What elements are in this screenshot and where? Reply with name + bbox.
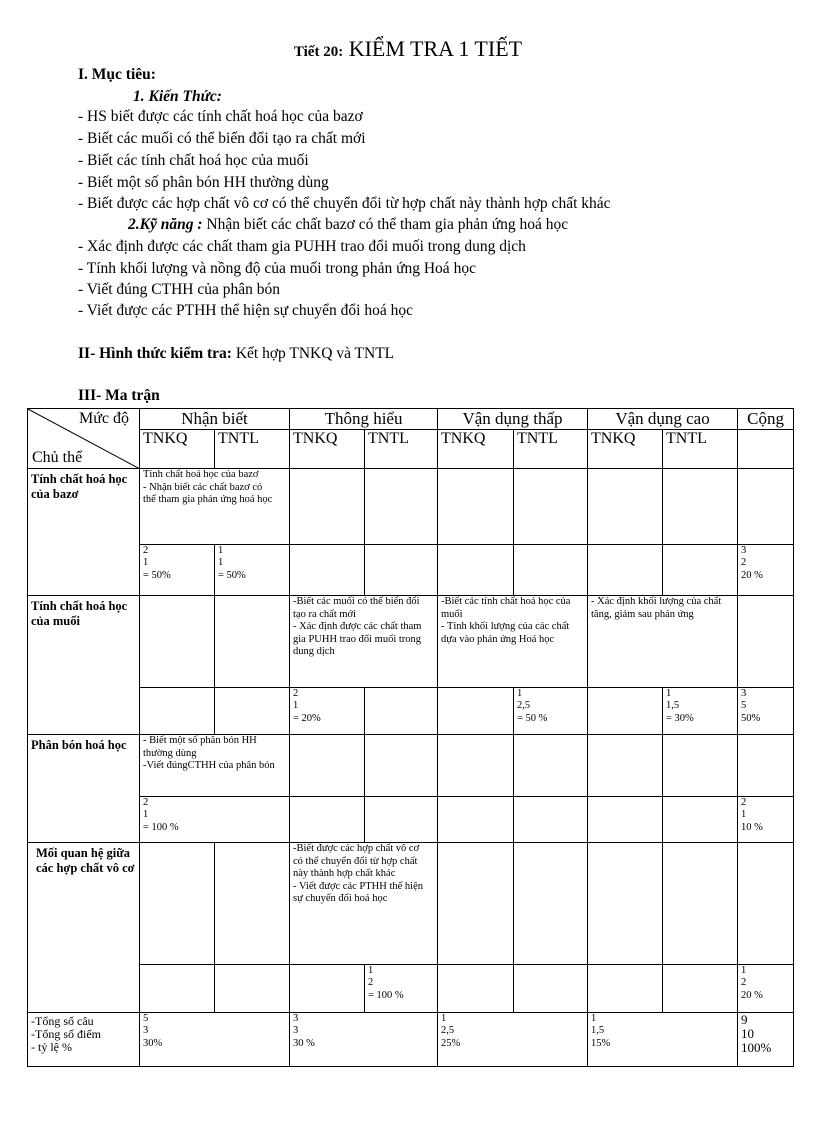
desc-cell: - Xác định khối lượng của chất tăng, giảm sau phản ứng [588, 596, 738, 688]
empty-cell [588, 469, 663, 545]
empty-cell [140, 596, 215, 688]
empty-cell [365, 735, 438, 797]
skills-heading: 2.Kỹ năng : [128, 216, 203, 233]
empty-cell [365, 545, 438, 596]
corner-cell [28, 409, 140, 469]
table-row [28, 688, 794, 735]
sum-cell: 2 1 10 % [738, 797, 794, 843]
sub-tnkq: TNKQ [438, 430, 514, 469]
knowledge-item: - HS biết được các tính chất hoá học của bazơ [78, 108, 363, 125]
title-main: KIỂM TRA 1 TIẾT [348, 36, 523, 61]
score-cell: 2 1 = 20% [290, 688, 365, 735]
empty-cell [738, 735, 794, 797]
empty-cell [365, 688, 438, 735]
skill-item: - Viết đúng CTHH của phân bón [78, 281, 280, 298]
empty-cell [438, 843, 514, 965]
skills-text: Nhận biết các chất bazơ có thể tham gia phản ứng hoá học [202, 216, 569, 233]
empty-cell [215, 688, 290, 735]
level-header-row [28, 409, 794, 430]
title-prefix: Tiết 20: [293, 44, 344, 60]
empty-cell [514, 843, 588, 965]
sub-tnkq: TNKQ [588, 430, 663, 469]
empty-cell [365, 797, 438, 843]
empty-cell [290, 545, 365, 596]
score-cell: 2 1 = 50% [140, 545, 215, 596]
empty-cell [663, 843, 738, 965]
sub-tntl: TNTL [514, 430, 588, 469]
desc-cell: -Biết các tính chất hoá học của muối - Tính khối lượng của các chất dựa vào phản ứng Hoá học [438, 596, 588, 688]
empty-cell [514, 735, 588, 797]
level-nhan-biet: Nhận biết [140, 409, 290, 430]
form-text: Kết hợp TNKQ và TNTL [231, 345, 395, 362]
total-cell: 5 3 30% [140, 1013, 290, 1067]
empty-cell [438, 469, 514, 545]
empty-cell [438, 797, 514, 843]
desc-cell: -Biết các muối có thể biến đổi tạo ra chất mới - Xác định được các chất tham gia PUHH trao đổi muối trong dung dịch [290, 596, 438, 688]
knowledge-item: - Biết một số phân bón HH thường dùng [78, 174, 329, 191]
empty-cell [588, 735, 663, 797]
empty-cell [588, 797, 663, 843]
table-row [28, 797, 794, 843]
total-cell: 1 1,5 15% [588, 1013, 738, 1067]
corner-topic-label: Chủ thể [32, 449, 83, 466]
knowledge-item: - Biết được các hợp chất vô cơ có thể chuyển đổi từ hợp chất này thành hợp chất khác [78, 195, 611, 212]
empty-cell [514, 797, 588, 843]
sub-tntl: TNTL [365, 430, 438, 469]
totals-row [28, 1013, 794, 1067]
empty-cell [663, 469, 738, 545]
empty-cell [140, 965, 215, 1013]
topic-bazo: Tính chất hoá học của bazơ [28, 469, 140, 596]
empty-cell [215, 596, 290, 688]
level-van-dung-thap: Vận dụng thấp [438, 409, 588, 430]
level-van-dung-cao: Vận dụng cao [588, 409, 738, 430]
empty-cell [140, 688, 215, 735]
empty-cell [438, 545, 514, 596]
score-cell: 1 2 = 100 % [365, 965, 438, 1013]
skill-item: - Tính khối lượng và nồng độ của muối trong phản ứng Hoá học [78, 260, 476, 277]
sub-tnkq: TNKQ [290, 430, 365, 469]
skill-item: - Xác định được các chất tham gia PUHH trao đổi muối trong dung dịch [78, 238, 526, 255]
table-row [28, 545, 794, 596]
desc-cell: Tính chất hoá học của bazơ - Nhận biết các chất bazơ có thể tham gia phản ứng hoá học [140, 469, 290, 545]
empty-cell [290, 797, 365, 843]
empty-cell [738, 596, 794, 688]
empty-cell [290, 735, 365, 797]
corner-level-label: Mức độ [79, 410, 129, 427]
objectives-heading: I. Mục tiêu: [78, 66, 156, 83]
sum-cell: 3 2 20 % [738, 545, 794, 596]
score-cell: 2 1 = 100 % [140, 797, 290, 843]
empty-cell [514, 545, 588, 596]
table-row [28, 965, 794, 1013]
empty-cell [514, 965, 588, 1013]
topic-phan-bon: Phân bón hoá học [28, 735, 140, 843]
score-cell: 1 1 = 50% [215, 545, 290, 596]
level-cong: Cộng [738, 409, 794, 430]
desc-cell: -Biết được các hợp chất vô cơ có thể chuyển đổi từ hợp chất này thành hợp chất khác - Viết được các PTHH thể hiện sự chuyển đổi hoá học [290, 843, 438, 965]
total-cell: 1 2,5 25% [438, 1013, 588, 1067]
knowledge-heading: 1. Kiến Thức: [133, 88, 222, 105]
empty-cell [438, 688, 514, 735]
sub-empty [738, 430, 794, 469]
empty-cell [663, 965, 738, 1013]
empty-cell [588, 843, 663, 965]
empty-cell [663, 735, 738, 797]
empty-cell [663, 545, 738, 596]
level-thong-hieu: Thông hiểu [290, 409, 438, 430]
sum-cell: 3 5 50% [738, 688, 794, 735]
total-cell: 3 3 30 % [290, 1013, 438, 1067]
sub-header-row [28, 430, 794, 469]
totals-label: -Tổng số câu -Tổng số điểm - tỷ lệ % [28, 1013, 140, 1067]
score-cell: 1 1,5 = 30% [663, 688, 738, 735]
empty-cell [140, 843, 215, 965]
table-row [28, 469, 794, 545]
skills-line [128, 216, 568, 234]
form-heading: II- Hình thức kiểm tra: [78, 345, 232, 362]
knowledge-item: - Biết các tính chất hoá học của muối [78, 152, 309, 169]
empty-cell [215, 843, 290, 965]
knowledge-item: - Biết các muối có thể biến đổi tạo ra chất mới [78, 130, 366, 147]
topic-muoi: Tính chất hoá học của muối [28, 596, 140, 735]
empty-cell [738, 469, 794, 545]
form-line [78, 345, 394, 363]
matrix-table [27, 408, 794, 1067]
sub-tnkq: TNKQ [140, 430, 215, 469]
empty-cell [438, 965, 514, 1013]
sub-tntl: TNTL [215, 430, 290, 469]
empty-cell [514, 469, 588, 545]
empty-cell [365, 469, 438, 545]
page-title [0, 36, 816, 62]
skill-item: - Viết được các PTHH thể hiện sự chuyển đổi hoá học [78, 302, 413, 319]
table-row [28, 843, 794, 965]
empty-cell [588, 545, 663, 596]
sub-tntl: TNTL [663, 430, 738, 469]
matrix-heading: III- Ma trận [78, 387, 160, 404]
empty-cell [588, 688, 663, 735]
desc-cell: - Biết một số phân bón HH thường dùng -Viết đúngCTHH của phân bón [140, 735, 290, 797]
empty-cell [738, 843, 794, 965]
empty-cell [588, 965, 663, 1013]
empty-cell [663, 797, 738, 843]
score-cell: 1 2,5 = 50 % [514, 688, 588, 735]
empty-cell [290, 469, 365, 545]
empty-cell [215, 965, 290, 1013]
table-row [28, 735, 794, 797]
topic-moi-quan-he: Mối quan hệ giữa các hợp chất vô cơ [28, 843, 140, 1013]
table-row [28, 596, 794, 688]
grand-total-cell: 9 10 100% [738, 1013, 794, 1067]
empty-cell [438, 735, 514, 797]
empty-cell [290, 965, 365, 1013]
sum-cell: 1 2 20 % [738, 965, 794, 1013]
